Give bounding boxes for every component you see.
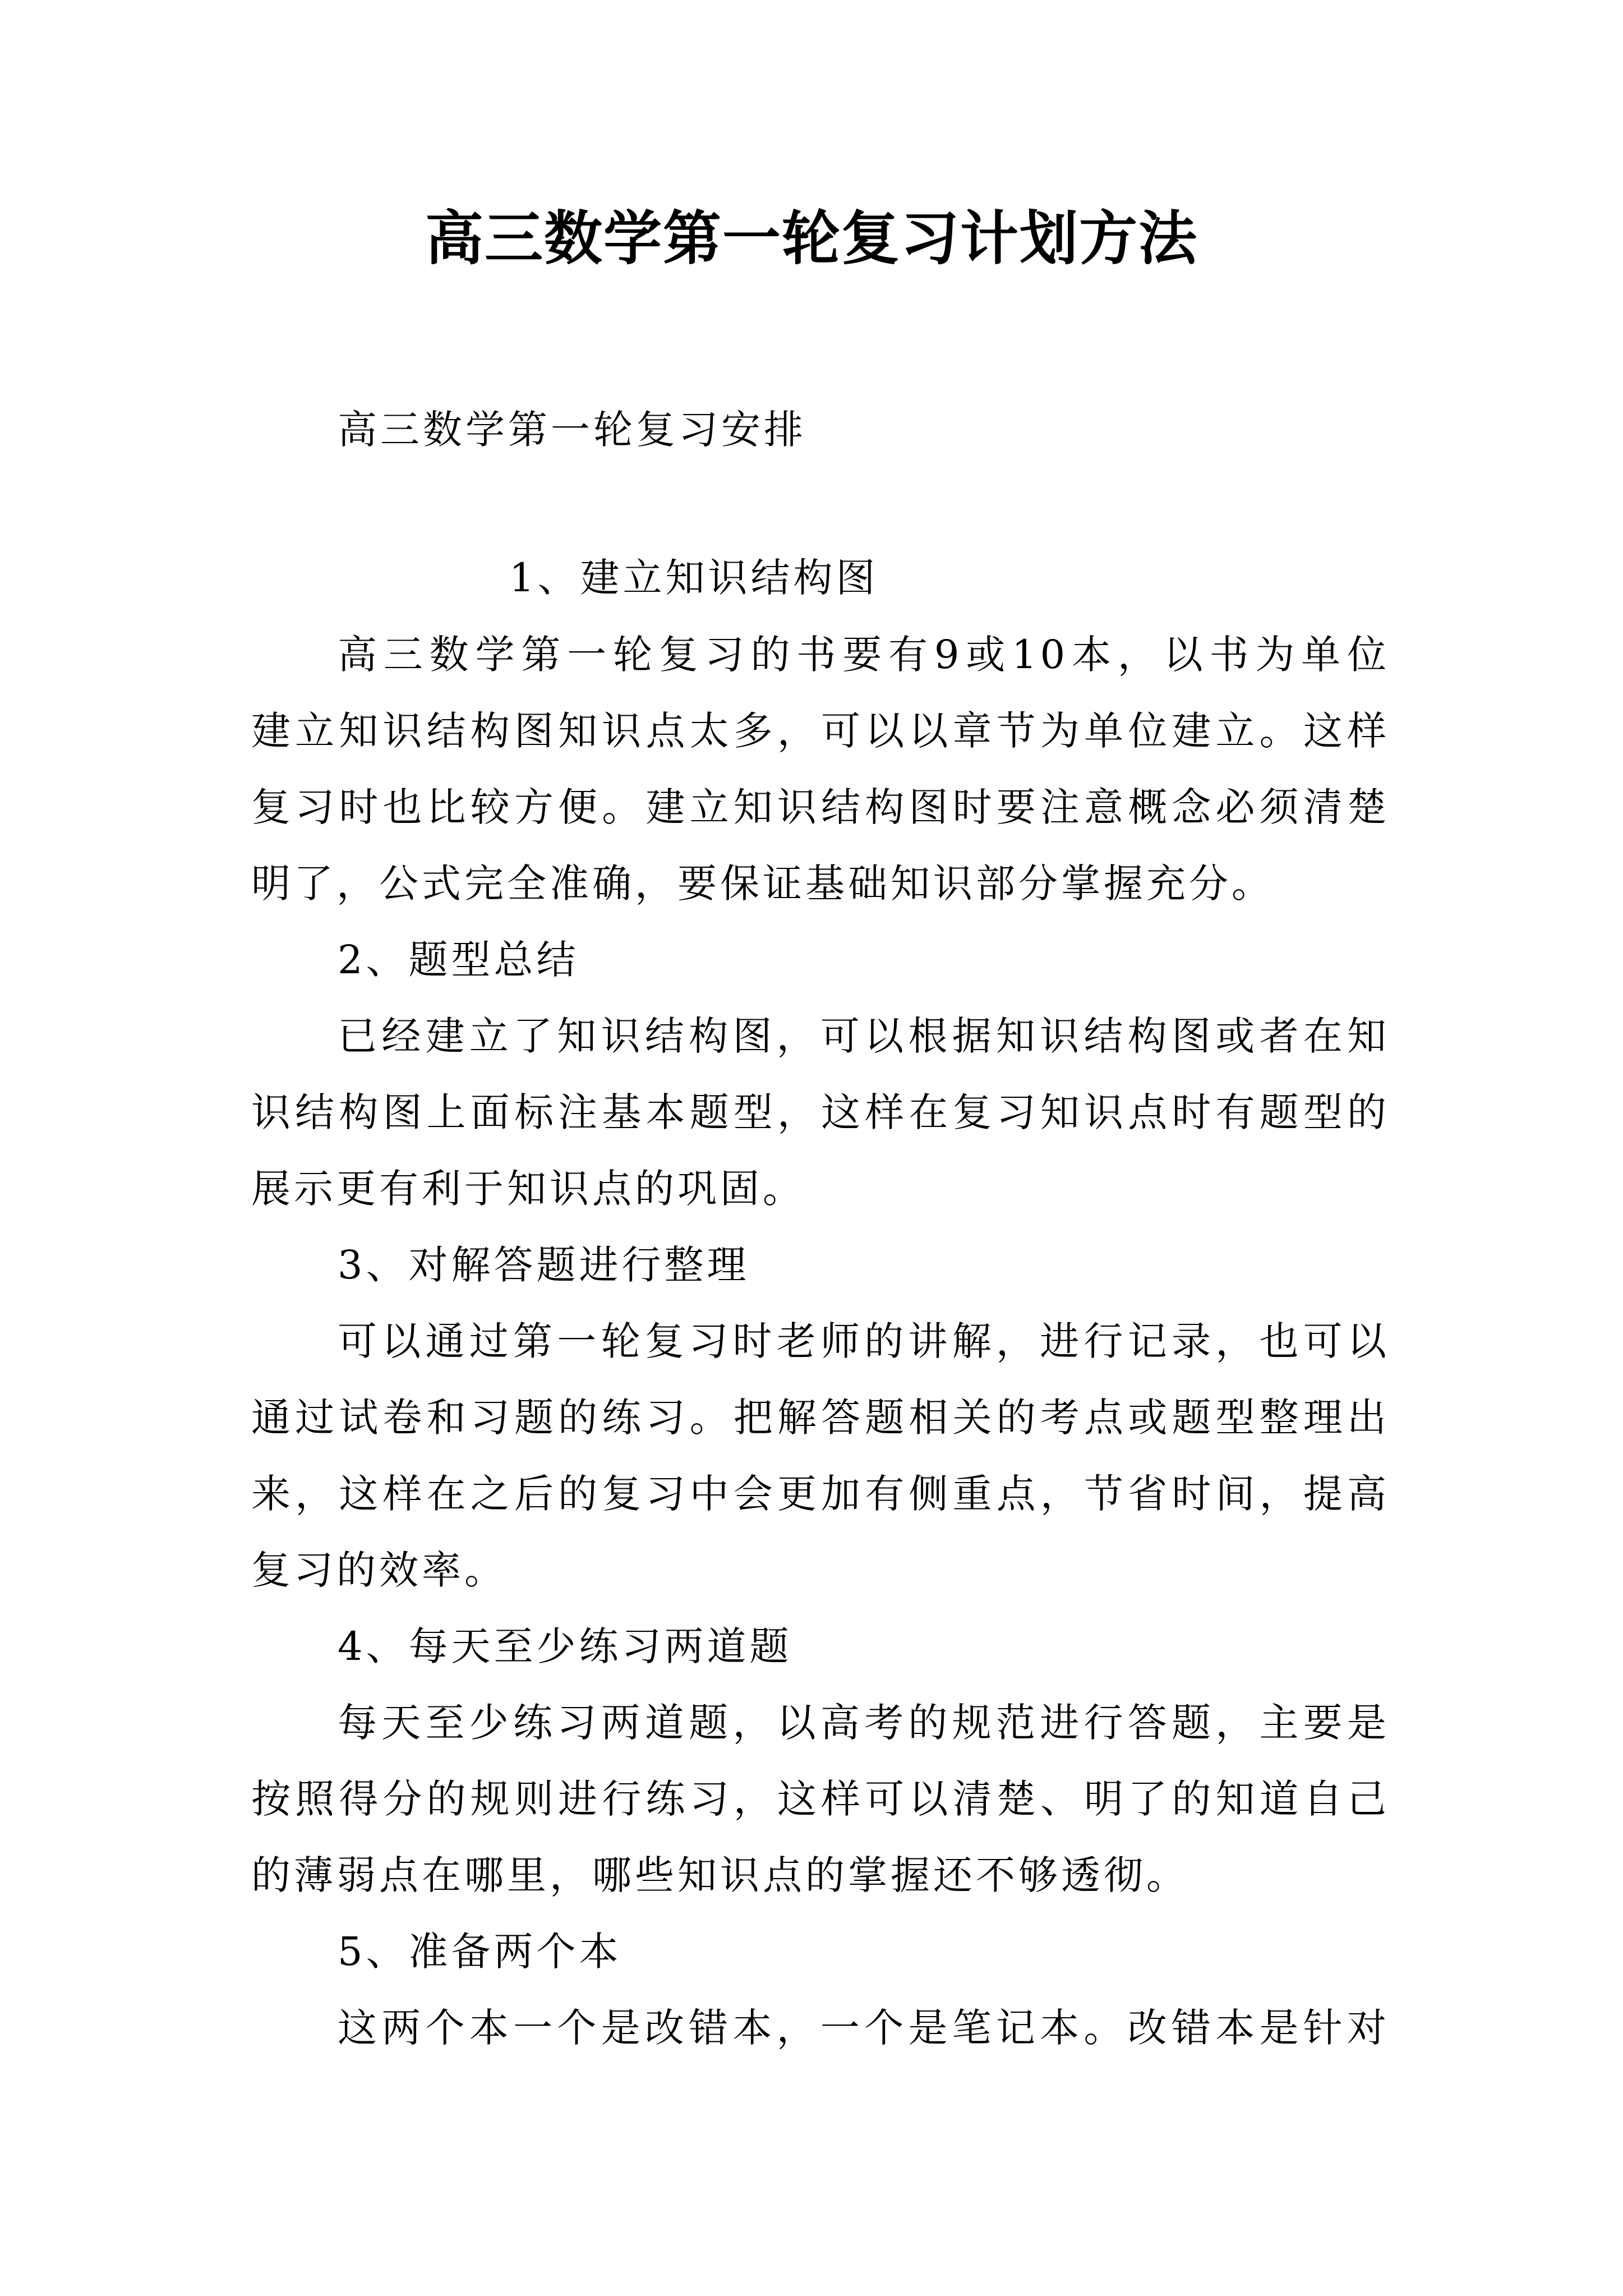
- paragraph-line: 展示更有利于知识点的巩固。: [251, 1166, 805, 1212]
- paragraph-line: 按照得分的规则进行练习，这样可以清楚、明了的知道自己: [251, 1776, 1390, 1822]
- paragraph-line: 来，这样在之后的复习中会更加有侧重点，节省时间，提高: [251, 1471, 1390, 1517]
- section-heading-1: 1、建立知识结构图: [509, 555, 879, 601]
- section-heading-3: 3、对解答题进行整理: [338, 1242, 750, 1288]
- paragraph-line: 的薄弱点在哪里，哪些知识点的掌握还不够透彻。: [251, 1852, 1189, 1898]
- paragraph-line: 建立知识结构图知识点太多，可以以章节为单位建立。这样: [251, 708, 1390, 754]
- document-title: 高三数学第一轮复习计划方法: [425, 204, 1198, 273]
- paragraph-line: 明了，公式完全准确，要保证基础知识部分掌握充分。: [251, 861, 1274, 907]
- paragraph-line: 复习时也比较方便。建立知识结构图时要注意概念必须清楚: [251, 784, 1390, 830]
- paragraph-line: 高三数学第一轮复习的书要有9或10本，以书为单位: [338, 632, 1390, 678]
- subtitle-line: 高三数学第一轮复习安排: [338, 407, 806, 453]
- section-heading-2: 2、题型总结: [338, 937, 579, 983]
- paragraph-line: 复习的效率。: [251, 1547, 507, 1593]
- paragraph-line: 识结构图上面标注基本题型，这样在复习知识点时有题型的: [251, 1089, 1390, 1135]
- paragraph-line: 这两个本一个是改错本，一个是笔记本。改错本是针对: [338, 2005, 1390, 2051]
- paragraph-line: 已经建立了知识结构图，可以根据知识结构图或者在知: [338, 1013, 1390, 1059]
- section-heading-4: 4、每天至少练习两道题: [338, 1623, 792, 1669]
- section-heading-5: 5、准备两个本: [338, 1929, 622, 1975]
- paragraph-line: 通过试卷和习题的练习。把解答题相关的考点或题型整理出: [251, 1395, 1390, 1441]
- paragraph-line: 可以通过第一轮复习时老师的讲解，进行记录，也可以: [338, 1318, 1390, 1364]
- paragraph-line: 每天至少练习两道题，以高考的规范进行答题，主要是: [338, 1700, 1390, 1746]
